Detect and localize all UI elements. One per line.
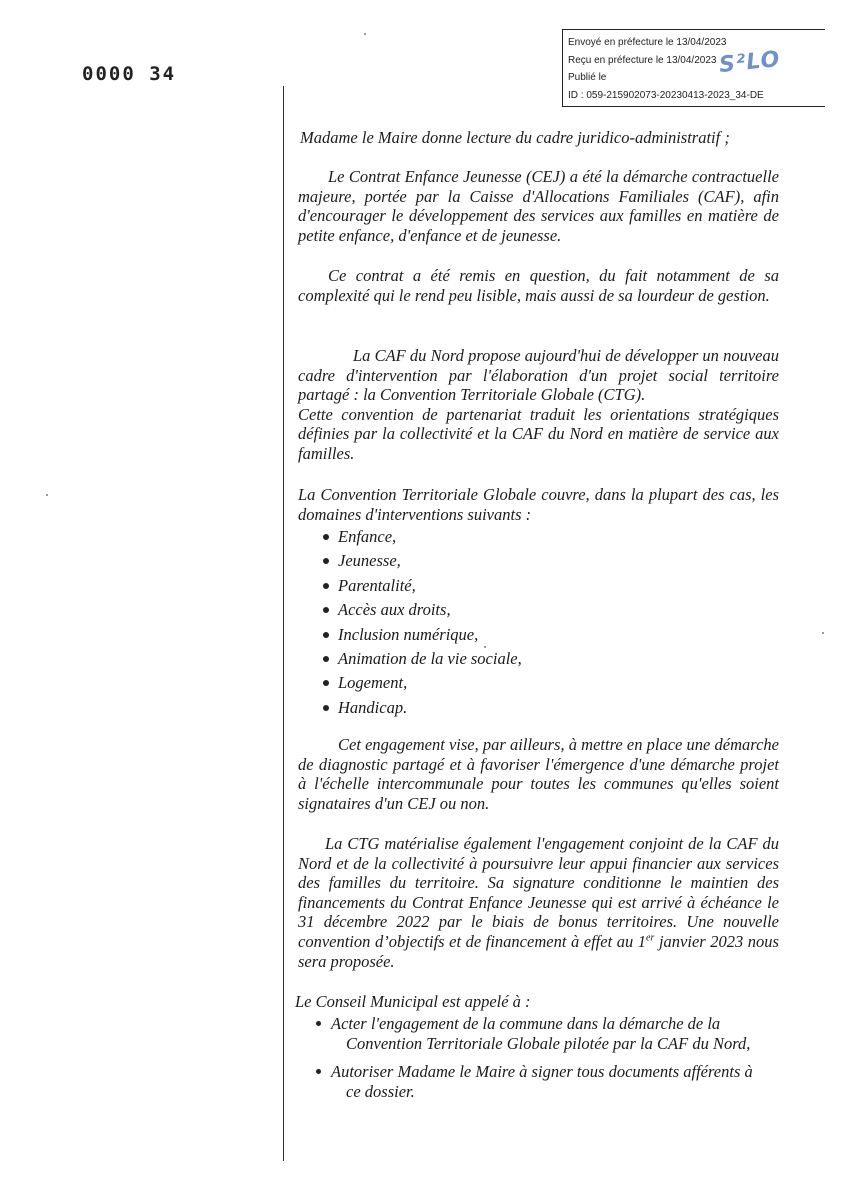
scan-speck [46, 494, 48, 496]
stamp-received: Reçu en préfecture le 13/04/2023 [568, 55, 717, 66]
prefecture-stamp [562, 29, 825, 107]
paragraph-question: Ce contrat a été remis en question, du fait notamment de sa complexité qui le rend peu lisible, mais aussi de sa lourdeur de gestion. [298, 266, 779, 305]
stamp-published: Publié le [568, 72, 607, 83]
list-item: Jeunesse, [322, 551, 522, 575]
list-item: Inclusion numérique, [322, 625, 522, 649]
list-item: Logement, [322, 673, 522, 697]
paragraph-ctg [298, 346, 779, 464]
paragraph-financing: La CTG matérialise également l'engagement conjoint de la CAF du Nord et de la collectivité à poursuivre leur appui financier aux services des familles du territoire. Sa signature conditionne le maintien des financements du Contrat Enfance Jeunesse qui est arrivé à échéance le 31 décembre 2022 par le biais de bonus territoires. Une nouvelle convention d’objectifs et de financement à effet au 1er janvier 2023 nous sera proposée. [298, 834, 779, 971]
bullet-icon [323, 583, 329, 589]
list-item: Animation de la vie sociale, [322, 649, 522, 673]
list-item: Accès aux droits, [322, 600, 522, 624]
ordinal-superscript: er [646, 932, 655, 944]
bullet-icon [323, 558, 329, 564]
council-actions-list [315, 1014, 775, 1110]
council-intro: Le Conseil Municipal est appelé à : [295, 992, 531, 1011]
bullet-icon [323, 656, 329, 662]
intro-line: Madame le Maire donne lecture du cadre juridico-administratif ; [300, 128, 730, 147]
bullet-icon [323, 534, 329, 540]
bullet-icon [323, 632, 329, 638]
scan-speck [822, 632, 824, 634]
bullet-icon [323, 705, 329, 711]
list-item: Handicap. [322, 698, 522, 722]
list-item: Autoriser Madame le Maire à signer tous documents afférents à ce dossier. [315, 1062, 775, 1101]
bullet-icon [323, 607, 329, 613]
list-item: Parentalité, [322, 576, 522, 600]
paragraph-domains-intro: La Convention Territoriale Globale couvre, dans la plupart des cas, les domaines d'interventions suivants : [298, 485, 779, 524]
stamp-sent: Envoyé en préfecture le 13/04/2023 [568, 37, 727, 48]
list-item: Acter l'engagement de la commune dans la démarche de la Convention Territoriale Globale pilotée par la CAF du Nord, [315, 1014, 775, 1053]
document-number: 0000 34 [82, 63, 177, 85]
margin-rule [283, 86, 284, 1161]
bullet-icon [316, 1069, 321, 1074]
paragraph-engagement: Cet engagement vise, par ailleurs, à mettre en place une démarche de diagnostic partagé et à favoriser l'émergence d'une démarche projet à l'échelle intercommunale pour toutes les communes qu'elles soient signataires d'un CEJ ou non. [298, 735, 779, 813]
scan-speck [364, 33, 366, 35]
list-item: Enfance, [322, 527, 522, 551]
domains-list [322, 527, 522, 722]
paragraph-ctg-intro: La CAF du Nord propose aujourd'hui de développer un nouveau cadre d'intervention par l'élaboration d'un projet social territoire partagé : la Convention Territoriale Globale (CTG). [298, 346, 779, 405]
stamp-id: ID : 059-215902073-20230413-2023_34-DE [568, 90, 764, 101]
bullet-icon [323, 680, 329, 686]
paragraph-cej: Le Contrat Enfance Jeunesse (CEJ) a été la démarche contractuelle majeure, portée par la Caisse d'Allocations Familiales (CAF), afin d'encourager le développement des services aux familles en matière de petite enfance, d'enfance et de jeunesse. [298, 167, 779, 245]
paragraph-ctg-partnership: Cette convention de partenariat traduit les orientations stratégiques définies par la collectivité et la CAF du Nord en matière de service aux familles. [298, 404, 779, 463]
bullet-icon [316, 1021, 321, 1026]
s2lo-signature: S²LO [717, 46, 782, 79]
